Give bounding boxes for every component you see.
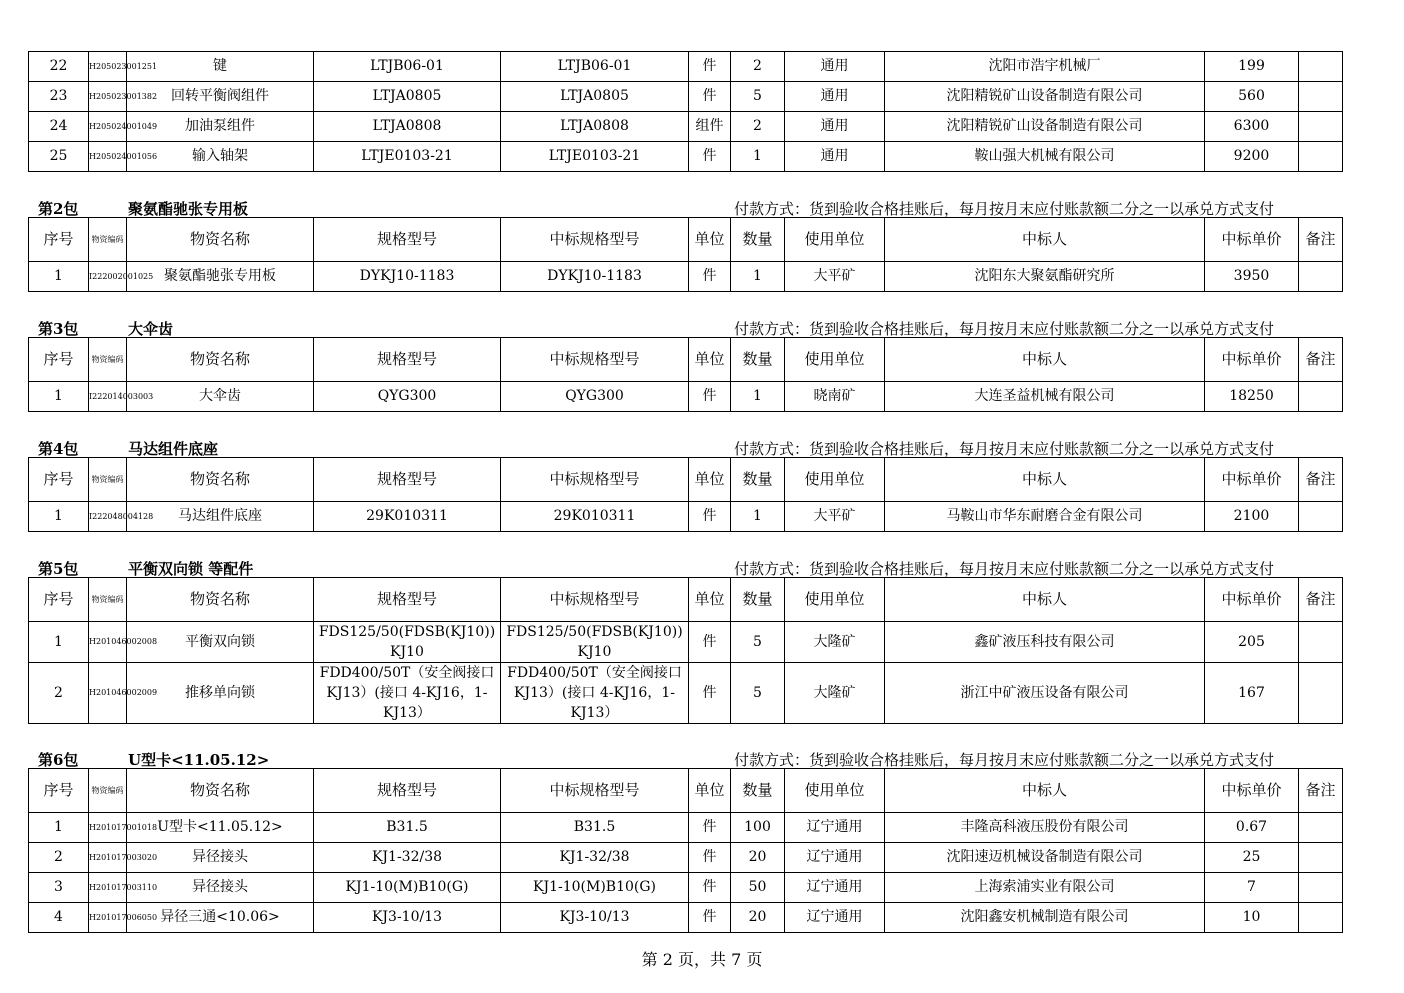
package-4-body <box>29 502 1343 532</box>
cell-spec: DYKJ10-1183 <box>314 262 501 292</box>
table-row <box>29 843 1343 873</box>
cell-price: 3950 <box>1205 262 1299 292</box>
cell-name: 异径三通<10.06> <box>127 903 314 933</box>
cell-winner: 浙江中矿液压设备有限公司 <box>885 663 1205 724</box>
cell-winner: 沈阳东大聚氨酯研究所 <box>885 262 1205 292</box>
table-row <box>29 142 1343 172</box>
table-header <box>29 218 1343 262</box>
table-row <box>29 663 1343 724</box>
cell-qty: 1 <box>731 382 785 412</box>
cell-note <box>1299 142 1343 172</box>
cell-spec: KJ3-10/13 <box>314 903 501 933</box>
cell-price: 18250 <box>1205 382 1299 412</box>
cell-user: 通用 <box>785 82 885 112</box>
header-qty: 数量 <box>731 458 785 502</box>
header-row <box>29 769 1343 813</box>
header-code: 物资编码 <box>89 458 127 502</box>
package-number: 第3包 <box>38 320 79 338</box>
header-bid-spec: 中标规格型号 <box>501 578 689 622</box>
header-price: 中标单价 <box>1205 218 1299 262</box>
cell-note <box>1299 52 1343 82</box>
cell-seq: 1 <box>29 813 89 843</box>
table-row <box>29 813 1343 843</box>
package-name: U型卡<11.05.12> <box>128 751 270 769</box>
cell-bid-spec: LTJE0103-21 <box>501 142 689 172</box>
package-4-table <box>28 457 1343 532</box>
header-user: 使用单位 <box>785 218 885 262</box>
header-code: 物资编码 <box>89 578 127 622</box>
cell-code: H205024001056 <box>89 142 127 172</box>
cell-winner: 丰隆高科液压股份有限公司 <box>885 813 1205 843</box>
header-code: 物资编码 <box>89 769 127 813</box>
cell-note <box>1299 663 1343 724</box>
cell-qty: 2 <box>731 52 785 82</box>
cell-name: 聚氨酯驰张专用板 <box>127 262 314 292</box>
header-unit: 单位 <box>689 769 731 813</box>
cell-user: 辽宁通用 <box>785 903 885 933</box>
cell-price: 560 <box>1205 82 1299 112</box>
header-note: 备注 <box>1299 338 1343 382</box>
header-price: 中标单价 <box>1205 578 1299 622</box>
cell-unit: 件 <box>689 873 731 903</box>
cell-price: 6300 <box>1205 112 1299 142</box>
header-bid-spec: 中标规格型号 <box>501 769 689 813</box>
cell-note <box>1299 82 1343 112</box>
cell-spec: B31.5 <box>314 813 501 843</box>
header-row <box>29 338 1343 382</box>
header-winner: 中标人 <box>885 458 1205 502</box>
package-number: 第5包 <box>38 560 79 578</box>
cell-user: 大平矿 <box>785 502 885 532</box>
header-qty: 数量 <box>731 578 785 622</box>
cell-seq: 22 <box>29 52 89 82</box>
cell-spec: KJ1-10(M)B10(G) <box>314 873 501 903</box>
package-name: 平衡双向锁 等配件 <box>128 560 254 578</box>
header-seq: 序号 <box>29 578 89 622</box>
header-unit: 单位 <box>689 578 731 622</box>
package-number: 第6包 <box>38 751 79 769</box>
cell-note <box>1299 112 1343 142</box>
cell-note <box>1299 813 1343 843</box>
cell-seq: 3 <box>29 873 89 903</box>
cell-winner: 沈阳速迈机械设备制造有限公司 <box>885 843 1205 873</box>
cell-name: 加油泵组件 <box>127 112 314 142</box>
header-qty: 数量 <box>731 769 785 813</box>
cell-user: 大隆矿 <box>785 622 885 663</box>
cell-qty: 50 <box>731 873 785 903</box>
table-row <box>29 873 1343 903</box>
header-price: 中标单价 <box>1205 458 1299 502</box>
cell-qty: 2 <box>731 112 785 142</box>
cell-name: 异径接头 <box>127 873 314 903</box>
table-header <box>29 338 1343 382</box>
table-row <box>29 52 1343 82</box>
cell-spec: LTJA0805 <box>314 82 501 112</box>
cell-code: H205023001251 <box>89 52 127 82</box>
cell-bid-spec: LTJB06-01 <box>501 52 689 82</box>
cell-unit: 件 <box>689 663 731 724</box>
cell-bid-spec: KJ3-10/13 <box>501 903 689 933</box>
cell-user: 晓南矿 <box>785 382 885 412</box>
payment-terms: 付款方式：货到验收合格挂账后，每月按月末应付账款额二分之一以承兑方式支付 <box>734 440 1275 458</box>
cell-code: H205023001382 <box>89 82 127 112</box>
cell-spec: LTJE0103-21 <box>314 142 501 172</box>
header-user: 使用单位 <box>785 338 885 382</box>
header-bid-spec: 中标规格型号 <box>501 338 689 382</box>
package-2-title <box>38 198 248 219</box>
cell-code: H205024001049 <box>89 112 127 142</box>
header-code: 物资编码 <box>89 218 127 262</box>
header-seq: 序号 <box>29 458 89 502</box>
package-name: 聚氨酯驰张专用板 <box>128 200 249 218</box>
top-items-table <box>28 51 1343 172</box>
header-note: 备注 <box>1299 458 1343 502</box>
payment-terms: 付款方式：货到验收合格挂账后，每月按月末应付账款额二分之一以承兑方式支付 <box>734 560 1275 578</box>
header-note: 备注 <box>1299 218 1343 262</box>
cell-qty: 100 <box>731 813 785 843</box>
cell-code: I222002001025 <box>89 262 127 292</box>
cell-winner: 沈阳鑫安机械制造有限公司 <box>885 903 1205 933</box>
cell-price: 9200 <box>1205 142 1299 172</box>
cell-code: H201017006050 <box>89 903 127 933</box>
cell-seq: 4 <box>29 903 89 933</box>
cell-qty: 20 <box>731 903 785 933</box>
cell-price: 199 <box>1205 52 1299 82</box>
header-spec: 规格型号 <box>314 578 501 622</box>
table-header <box>29 578 1343 622</box>
header-note: 备注 <box>1299 578 1343 622</box>
cell-price: 0.67 <box>1205 813 1299 843</box>
cell-unit: 件 <box>689 262 731 292</box>
header-price: 中标单价 <box>1205 338 1299 382</box>
cell-qty: 5 <box>731 82 785 112</box>
cell-note <box>1299 903 1343 933</box>
header-price: 中标单价 <box>1205 769 1299 813</box>
header-winner: 中标人 <box>885 769 1205 813</box>
header-user: 使用单位 <box>785 458 885 502</box>
cell-winner: 上海索浦实业有限公司 <box>885 873 1205 903</box>
header-bid-spec: 中标规格型号 <box>501 458 689 502</box>
cell-name: 回转平衡阀组件 <box>127 82 314 112</box>
header-note: 备注 <box>1299 769 1343 813</box>
cell-price: 2100 <box>1205 502 1299 532</box>
cell-user: 辽宁通用 <box>785 813 885 843</box>
package-5-title <box>38 558 253 579</box>
cell-price: 25 <box>1205 843 1299 873</box>
header-name: 物资名称 <box>127 578 314 622</box>
package-2-body <box>29 262 1343 292</box>
cell-seq: 1 <box>29 622 89 663</box>
header-row <box>29 458 1343 502</box>
cell-unit: 件 <box>689 622 731 663</box>
cell-name: 异径接头 <box>127 843 314 873</box>
cell-spec: LTJB06-01 <box>314 52 501 82</box>
package-3-title <box>38 318 173 339</box>
table-row <box>29 382 1343 412</box>
cell-code: I222048004128 <box>89 502 127 532</box>
header-spec: 规格型号 <box>314 338 501 382</box>
cell-bid-spec: FDD400/50T（安全阀接口 KJ13）(接口 4-KJ16，1-KJ13） <box>501 663 689 724</box>
cell-user: 辽宁通用 <box>785 843 885 873</box>
table-row <box>29 262 1343 292</box>
cell-user: 通用 <box>785 112 885 142</box>
cell-seq: 1 <box>29 502 89 532</box>
cell-spec: FDS125/50(FDSB(KJ10)) KJ10 <box>314 622 501 663</box>
cell-name: 平衡双向锁 <box>127 622 314 663</box>
header-winner: 中标人 <box>885 578 1205 622</box>
cell-unit: 件 <box>689 382 731 412</box>
header-seq: 序号 <box>29 769 89 813</box>
cell-unit: 件 <box>689 82 731 112</box>
header-user: 使用单位 <box>785 578 885 622</box>
cell-seq: 2 <box>29 843 89 873</box>
package-6-table <box>28 768 1343 933</box>
cell-seq: 2 <box>29 663 89 724</box>
cell-bid-spec: DYKJ10-1183 <box>501 262 689 292</box>
cell-user: 通用 <box>785 52 885 82</box>
cell-bid-spec: QYG300 <box>501 382 689 412</box>
cell-price: 10 <box>1205 903 1299 933</box>
cell-code: H201017003020 <box>89 843 127 873</box>
header-bid-spec: 中标规格型号 <box>501 218 689 262</box>
package-name: 马达组件底座 <box>128 440 219 458</box>
cell-user: 大隆矿 <box>785 663 885 724</box>
cell-price: 205 <box>1205 622 1299 663</box>
cell-unit: 件 <box>689 813 731 843</box>
cell-winner: 鑫矿液压科技有限公司 <box>885 622 1205 663</box>
table-row <box>29 82 1343 112</box>
header-qty: 数量 <box>731 218 785 262</box>
package-6-title <box>38 749 269 770</box>
cell-spec: QYG300 <box>314 382 501 412</box>
package-5-body <box>29 622 1343 724</box>
table-row <box>29 112 1343 142</box>
cell-name: 马达组件底座 <box>127 502 314 532</box>
header-name: 物资名称 <box>127 338 314 382</box>
page-footer: 第 2 页，共 7 页 <box>641 950 763 969</box>
table-row <box>29 502 1343 532</box>
header-winner: 中标人 <box>885 338 1205 382</box>
cell-winner: 大连圣益机械有限公司 <box>885 382 1205 412</box>
cell-note <box>1299 262 1343 292</box>
package-name: 大伞齿 <box>128 320 174 338</box>
cell-bid-spec: KJ1-10(M)B10(G) <box>501 873 689 903</box>
package-6-body <box>29 813 1343 933</box>
cell-user: 通用 <box>785 142 885 172</box>
header-qty: 数量 <box>731 338 785 382</box>
header-spec: 规格型号 <box>314 458 501 502</box>
cell-winner: 沈阳精锐矿山设备制造有限公司 <box>885 112 1205 142</box>
cell-seq: 23 <box>29 82 89 112</box>
cell-qty: 1 <box>731 502 785 532</box>
header-spec: 规格型号 <box>314 218 501 262</box>
package-3-body <box>29 382 1343 412</box>
header-unit: 单位 <box>689 458 731 502</box>
package-number: 第4包 <box>38 440 79 458</box>
header-user: 使用单位 <box>785 769 885 813</box>
cell-winner: 马鞍山市华东耐磨合金有限公司 <box>885 502 1205 532</box>
cell-note <box>1299 382 1343 412</box>
header-name: 物资名称 <box>127 218 314 262</box>
cell-name: 推移单向锁 <box>127 663 314 724</box>
payment-terms: 付款方式：货到验收合格挂账后，每月按月末应付账款额二分之一以承兑方式支付 <box>734 200 1275 218</box>
cell-note <box>1299 873 1343 903</box>
cell-name: 键 <box>127 52 314 82</box>
cell-user: 辽宁通用 <box>785 873 885 903</box>
cell-user: 大平矿 <box>785 262 885 292</box>
cell-spec: 29K010311 <box>314 502 501 532</box>
cell-qty: 5 <box>731 663 785 724</box>
header-seq: 序号 <box>29 218 89 262</box>
header-winner: 中标人 <box>885 218 1205 262</box>
table-row <box>29 903 1343 933</box>
header-unit: 单位 <box>689 338 731 382</box>
cell-bid-spec: KJ1-32/38 <box>501 843 689 873</box>
package-4-title <box>38 438 218 459</box>
cell-note <box>1299 622 1343 663</box>
cell-price: 7 <box>1205 873 1299 903</box>
header-spec: 规格型号 <box>314 769 501 813</box>
cell-qty: 5 <box>731 622 785 663</box>
cell-spec: LTJA0808 <box>314 112 501 142</box>
table-row <box>29 622 1343 663</box>
cell-unit: 组件 <box>689 112 731 142</box>
cell-bid-spec: LTJA0805 <box>501 82 689 112</box>
cell-winner: 沈阳精锐矿山设备制造有限公司 <box>885 82 1205 112</box>
payment-terms: 付款方式：货到验收合格挂账后，每月按月末应付账款额二分之一以承兑方式支付 <box>734 320 1275 338</box>
header-name: 物资名称 <box>127 769 314 813</box>
cell-seq: 24 <box>29 112 89 142</box>
cell-price: 167 <box>1205 663 1299 724</box>
cell-winner: 沈阳市浩宇机械厂 <box>885 52 1205 82</box>
cell-unit: 件 <box>689 52 731 82</box>
cell-bid-spec: FDS125/50(FDSB(KJ10)) KJ10 <box>501 622 689 663</box>
cell-bid-spec: B31.5 <box>501 813 689 843</box>
cell-qty: 1 <box>731 262 785 292</box>
header-row <box>29 218 1343 262</box>
cell-code: H201046002008 <box>89 622 127 663</box>
cell-spec: FDD400/50T（安全阀接口 KJ13）(接口 4-KJ16，1-KJ13） <box>314 663 501 724</box>
package-number: 第2包 <box>38 200 79 218</box>
cell-qty: 1 <box>731 142 785 172</box>
table-header <box>29 458 1343 502</box>
cell-code: H201017001018 <box>89 813 127 843</box>
cell-winner: 鞍山强大机械有限公司 <box>885 142 1205 172</box>
cell-seq: 25 <box>29 142 89 172</box>
cell-unit: 件 <box>689 843 731 873</box>
cell-qty: 20 <box>731 843 785 873</box>
cell-name: U型卡<11.05.12> <box>127 813 314 843</box>
cell-note <box>1299 843 1343 873</box>
cell-code: H201017003110 <box>89 873 127 903</box>
header-unit: 单位 <box>689 218 731 262</box>
cell-unit: 件 <box>689 903 731 933</box>
header-code: 物资编码 <box>89 338 127 382</box>
package-3-table <box>28 337 1343 412</box>
cell-bid-spec: 29K010311 <box>501 502 689 532</box>
cell-unit: 件 <box>689 502 731 532</box>
header-name: 物资名称 <box>127 458 314 502</box>
cell-note <box>1299 502 1343 532</box>
package-5-table <box>28 577 1343 724</box>
cell-name: 大伞齿 <box>127 382 314 412</box>
cell-code: H201046002009 <box>89 663 127 724</box>
cell-seq: 1 <box>29 262 89 292</box>
cell-bid-spec: LTJA0808 <box>501 112 689 142</box>
payment-terms: 付款方式：货到验收合格挂账后，每月按月末应付账款额二分之一以承兑方式支付 <box>734 751 1275 769</box>
package-2-table <box>28 217 1343 292</box>
header-row <box>29 578 1343 622</box>
table-header <box>29 769 1343 813</box>
top-items-body <box>29 52 1343 172</box>
cell-code: I222014003003 <box>89 382 127 412</box>
header-seq: 序号 <box>29 338 89 382</box>
cell-unit: 件 <box>689 142 731 172</box>
cell-spec: KJ1-32/38 <box>314 843 501 873</box>
cell-seq: 1 <box>29 382 89 412</box>
cell-name: 输入轴架 <box>127 142 314 172</box>
